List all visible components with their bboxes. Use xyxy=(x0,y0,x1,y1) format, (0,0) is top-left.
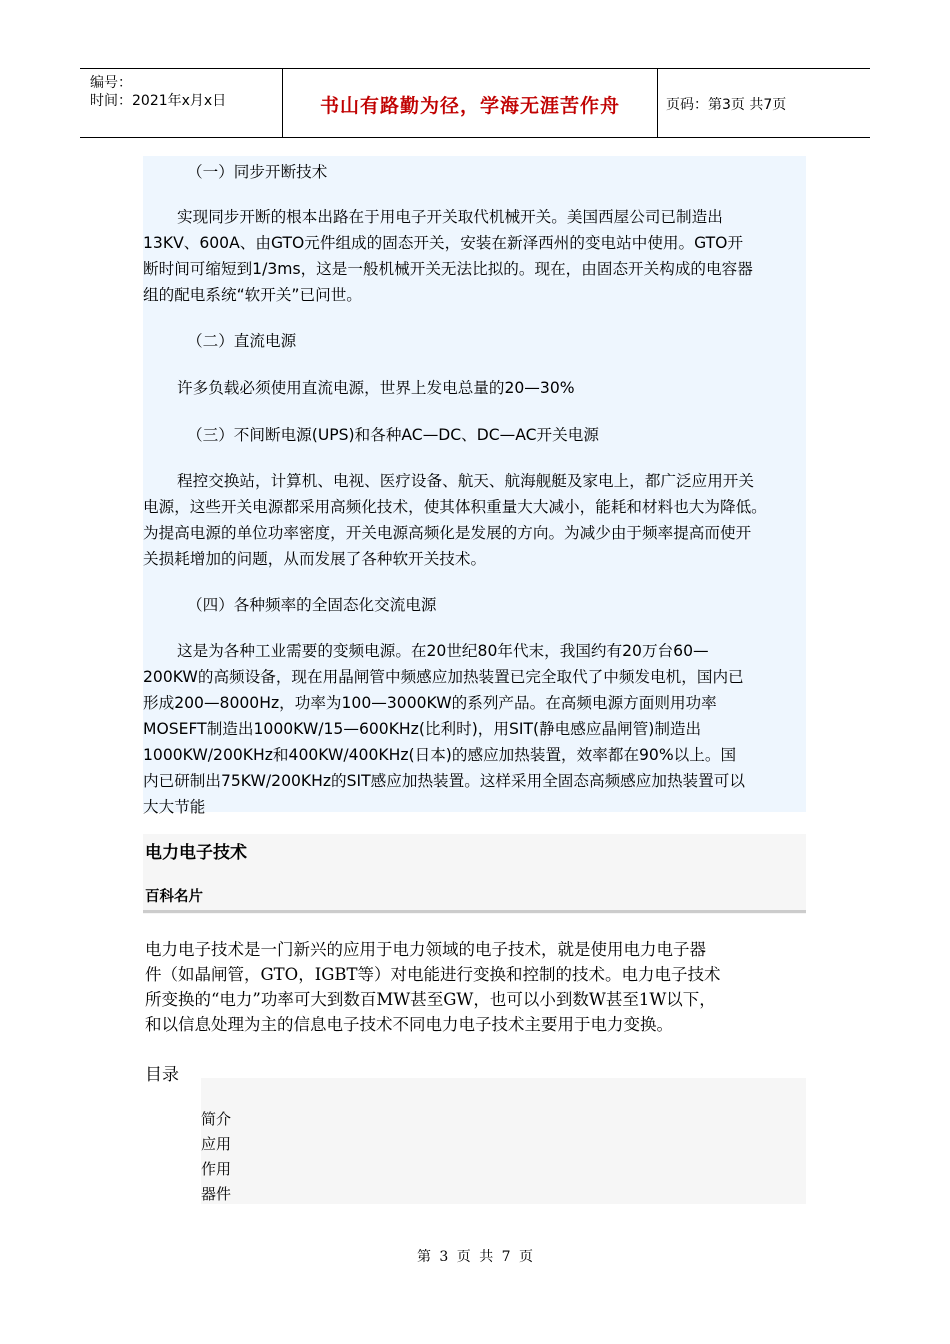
section-heading-ups: （三）不间断电源(UPS)和各种AC—DC、DC—AC开关电源 xyxy=(187,426,599,444)
toc-item-function[interactable]: 作用 xyxy=(201,1160,232,1178)
paragraph-line: MOSEFT制造出1000KW/15—600KHz(比利时)，用SIT(静电感应晶闸管)制造出 xyxy=(143,720,702,738)
header-motto-cell xyxy=(283,69,658,137)
document-date-label: 时间：2021年x月x日 xyxy=(90,93,227,109)
paragraph-line: 200KW的高频设备，现在用晶闸管中频感应加热装置已完全取代了中频发电机，国内已 xyxy=(143,668,744,686)
header-meta-cell xyxy=(80,69,283,137)
toc-title: 目录 xyxy=(145,1065,179,1085)
article-body xyxy=(143,156,806,816)
paragraph-line: 13KV、600A、由GTO元件组成的固态开关，安装在新泽西州的变电站中使用。GTO开 xyxy=(143,234,744,252)
paragraph-line: 1000KW/200KHz和400KW/400KHz(日本)的感应加热装置，效率都在90%以上。国 xyxy=(143,746,737,764)
header-page-info: 页码：第3页 共7页 xyxy=(666,97,787,113)
paragraph-line: 内已研制出75KW/200KHz的SIT感应加热装置。这样采用全固态高频感应加热装置可以 xyxy=(143,772,745,790)
paragraph-line: 形成200—8000Hz，功率为100—3000KW的系列产品。在高频电源方面则用功率 xyxy=(143,694,717,712)
header-motto: 书山有路勤为径，学海无涯苦作舟 xyxy=(319,95,620,117)
page-header xyxy=(80,68,870,138)
toc-item-intro[interactable]: 简介 xyxy=(201,1110,232,1128)
section-heading-ac-power: （四）各种频率的全固态化交流电源 xyxy=(187,596,437,614)
paragraph-line: 实现同步开断的根本出路在于用电子开关取代机械开关。美国西屋公司已制造出 xyxy=(177,208,723,226)
header-page-cell xyxy=(658,69,870,137)
encyclopedia-title: 电力电子技术 xyxy=(145,843,247,863)
divider xyxy=(143,910,806,913)
section-heading-sync-breaking: （一）同步开断技术 xyxy=(187,163,328,181)
intro-line: 和以信息处理为主的信息电子技术不同电力电子技术主要用于电力变换。 xyxy=(145,1015,673,1034)
paragraph-line: 这是为各种工业需要的变频电源。在20世纪80年代末，我国约有20万台60— xyxy=(177,642,709,660)
paragraph-line: 许多负载必须使用直流电源，世界上发电总量的20—30% xyxy=(177,379,575,397)
paragraph-line: 为提高电源的单位功率密度，开关电源高频化是发展的方向。为减少由于频率提高而使开 xyxy=(143,524,752,542)
encyclopedia-card xyxy=(143,834,806,1204)
paragraph-line: 大大节能 xyxy=(143,798,206,816)
section-heading-dc-power: （二）直流电源 xyxy=(187,332,297,350)
toc-background xyxy=(143,1078,201,1204)
document-number-label: 编号： xyxy=(90,75,132,91)
toc-item-devices[interactable]: 器件 xyxy=(201,1185,232,1203)
paragraph-line: 关损耗增加的问题，从而发展了各种软开关技术。 xyxy=(143,550,487,568)
paragraph-line: 断时间可缩短到1/3ms，这是一般机械开关无法比拟的。现在，由固态开关构成的电容器 xyxy=(143,260,753,278)
paragraph-line: 电源，这些开关电源都采用高频化技术，使其体积重量大大减小，能耗和材料也大为降低。 xyxy=(143,498,767,516)
paragraph-line: 组的配电系统“软开关”已问世。 xyxy=(143,286,362,304)
intro-line: 电力电子技术是一门新兴的应用于电力领域的电子技术，就是使用电力电子器 xyxy=(145,940,706,959)
encyclopedia-subtitle: 百科名片 xyxy=(145,889,203,905)
page-footer: 第 3 页 共 7 页 xyxy=(416,1249,534,1265)
toc-item-application[interactable]: 应用 xyxy=(201,1135,232,1153)
intro-line: 件（如晶闸管，GTO，IGBT等）对电能进行变换和控制的技术。电力电子技术 xyxy=(145,965,721,984)
intro-line: 所变换的“电力”功率可大到数百MW甚至GW，也可以小到数W甚至1W以下， xyxy=(145,990,716,1009)
paragraph-line: 程控交换站，计算机、电视、医疗设备、航天、航海舰艇及家电上，都广泛应用开关 xyxy=(177,472,754,490)
